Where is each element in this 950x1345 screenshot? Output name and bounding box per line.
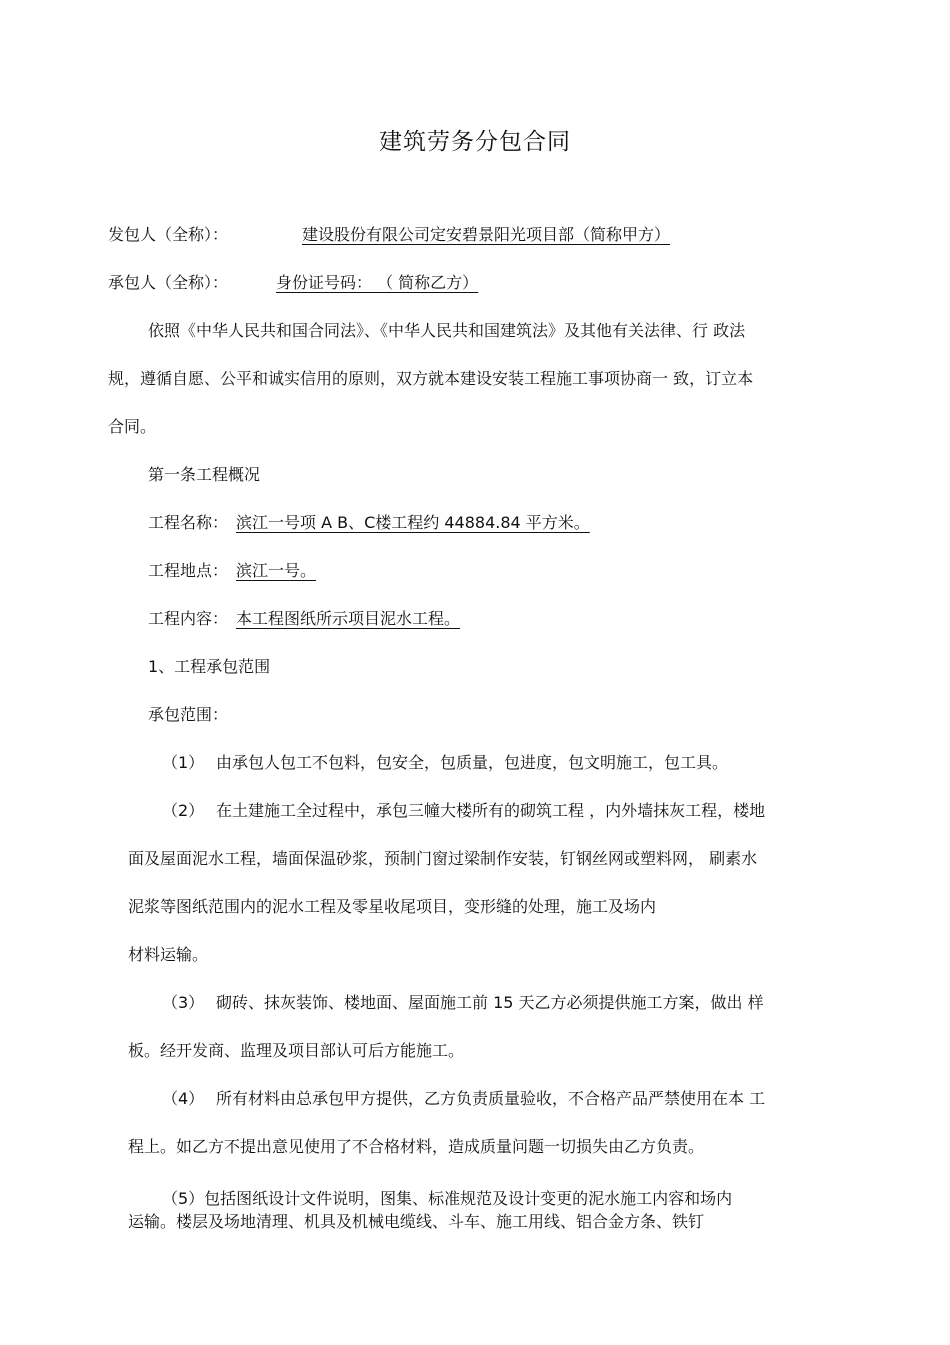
article-1-heading: 第一条工程概况 — [148, 465, 261, 484]
scope-item-2-line-2: 面及屋面泥水工程，墙面保温砂浆，预制门窗过梁制作安装，钉钢丝网或塑料网， 刷素水 — [128, 849, 758, 868]
scope-item-3-line-2: 板。经开发商、监理及项目部认可后方能施工。 — [128, 1041, 465, 1060]
intro-line-1: 依照《中华人民共和国合同法》、《中华人民共和国建筑法》及其他有关法律、行 政法 — [148, 321, 746, 340]
project-content-label: 工程内容： — [148, 609, 229, 628]
intro-line-2: 规，遵循自愿、公平和诚实信用的原则，双方就本建设安装工程施工事项协商一 致，订立本 — [108, 369, 754, 388]
scope-item-1-text: 由承包人包工不包料，包安全，包质量，包进度，包文明施工，包工具。 — [216, 753, 729, 772]
scope-item-5-line-2: 运输。楼层及场地清理、机具及机械电缆线、斗车、施工用线、铝合金方条、铁钉 — [128, 1212, 705, 1231]
scope-item-1-number: （1） — [162, 753, 205, 772]
scope-item-2-line-3: 泥浆等图纸范围内的泥水工程及零星收尾项目，变形缝的处理，施工及场内 — [128, 897, 657, 916]
party-a-value: 建设股份有限公司定安碧景阳光项目部（简称甲方） — [302, 225, 671, 244]
intro-line-3: 合同。 — [108, 417, 157, 436]
scope-item-4-line-2: 程上。如乙方不提出意见使用了不合格材料，造成质量问题一切损失由乙方负责。 — [128, 1137, 705, 1156]
project-location-label: 工程地点： — [148, 561, 229, 580]
scope-item-2-line-4: 材料运输。 — [128, 945, 209, 964]
project-name-value: 滨江一号项 A B、C楼工程约 44884.84 平方米。 — [236, 513, 590, 532]
party-b-label: 承包人（全称）： — [108, 273, 229, 292]
scope-heading: 1、工程承包范围 — [148, 657, 271, 676]
party-a-label: 发包人（全称）： — [108, 225, 229, 244]
scope-item-3-line-1: 砌砖、抹灰装饰、楼地面、屋面施工前 15 天乙方必须提供施工方案，做出 样 — [216, 993, 764, 1012]
document-title: 建筑劳务分包合同 — [379, 129, 571, 155]
project-location-value: 滨江一号。 — [236, 561, 317, 580]
scope-item-4-line-1: 所有材料由总承包甲方提供，乙方负责质量验收，不合格产品严禁使用在本 工 — [216, 1089, 766, 1108]
scope-item-2-number: （2） — [162, 801, 205, 820]
project-content-value: 本工程图纸所示项目泥水工程。 — [236, 609, 461, 628]
scope-item-4-number: （4） — [162, 1089, 205, 1108]
scope-item-3-number: （3） — [162, 993, 205, 1012]
scope-subheading: 承包范围： — [148, 705, 229, 724]
project-name-label: 工程名称： — [148, 513, 229, 532]
party-b-value: 身份证号码： （ 简称乙方） — [276, 273, 479, 292]
scope-item-5-line-1: （5）包括图纸设计文件说明，图集、标准规范及设计变更的泥水施工内容和场内 — [162, 1189, 733, 1208]
scope-item-2-line-1: 在土建施工全过程中，承包三幢大楼所有的砌筑工程 ，内外墙抹灰工程，楼地 — [216, 801, 766, 820]
